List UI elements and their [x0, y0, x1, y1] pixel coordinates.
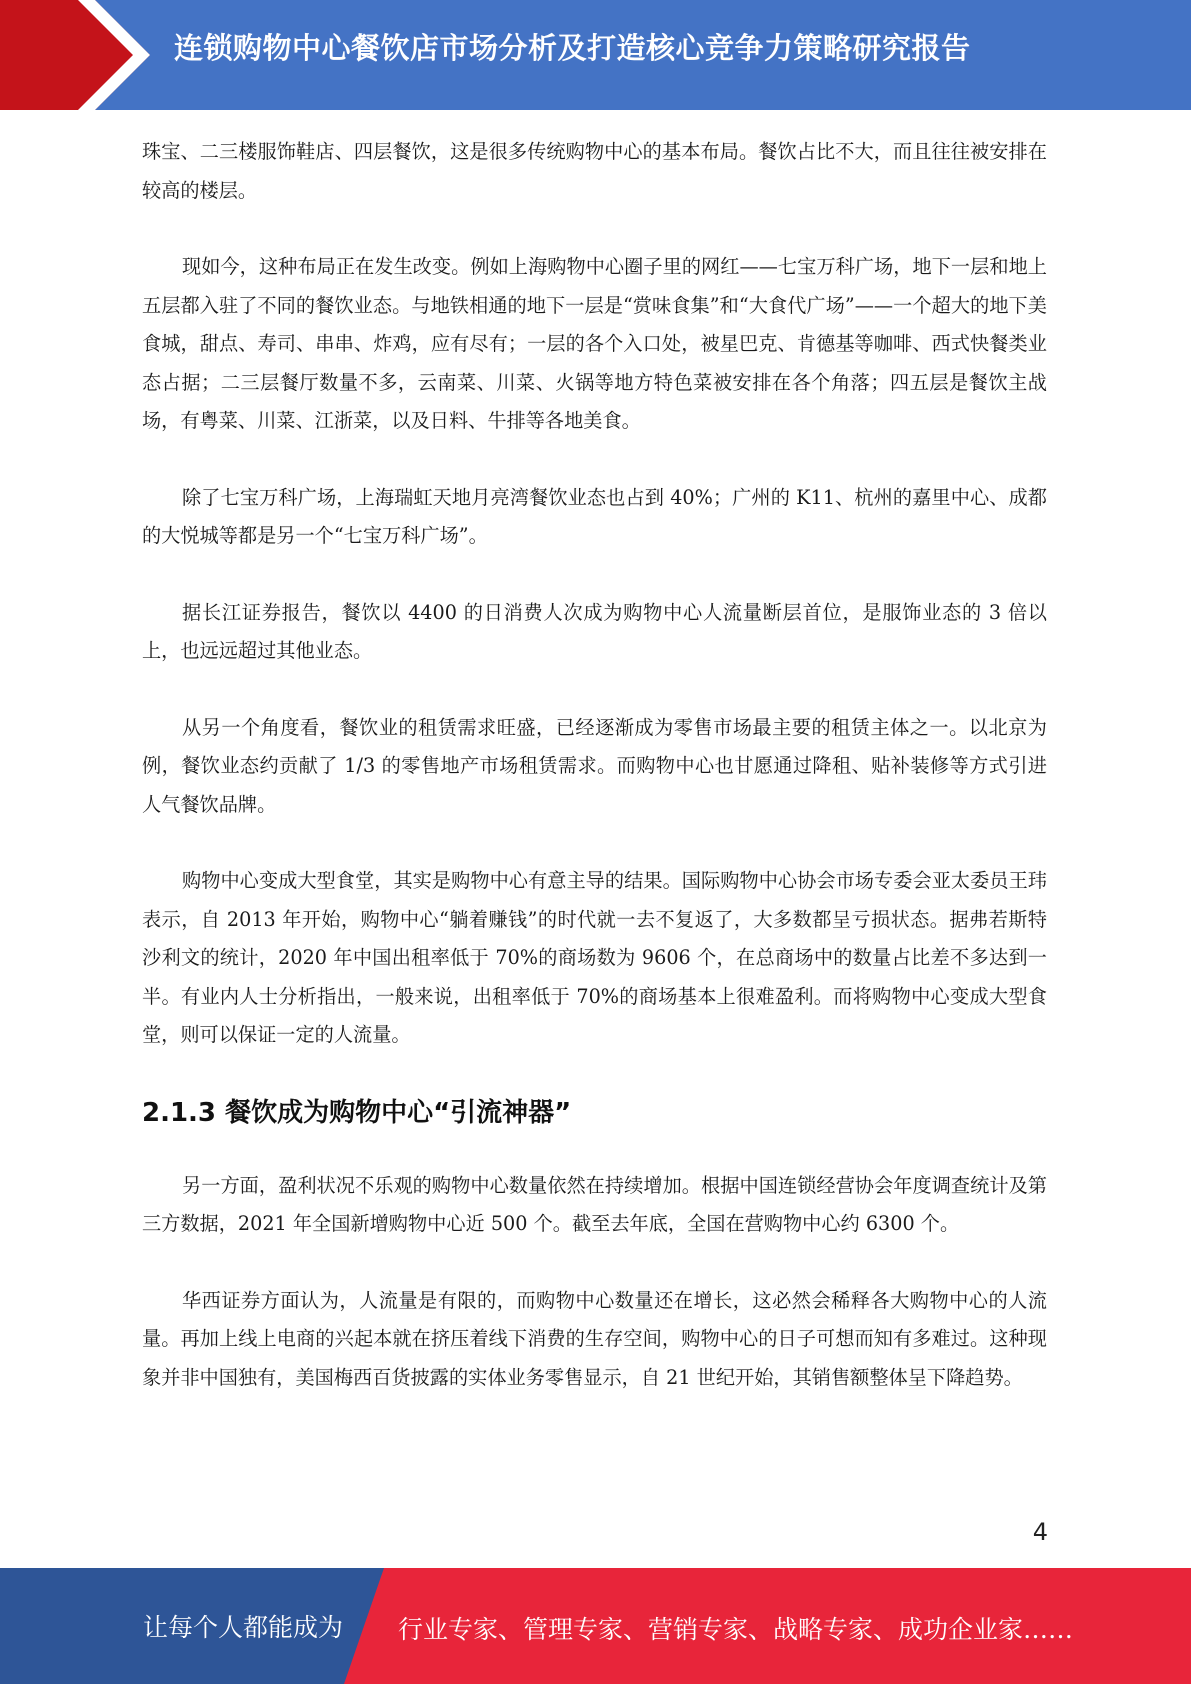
page-number: 4 — [1032, 1518, 1048, 1546]
body-paragraph: 现如今，这种布局正在发生改变。例如上海购物中心圈子里的网红——七宝万科广场，地下一层和地上五层都入驻了不同的餐饮业态。与地铁相通的地下一层是“赏味食集”和“大食代广场”——一个超大的地下美食城，甜点、寿司、串串、炸鸡，应有尽有；一层的各个入口处，被星巴克、肯德基等咖啡、西式快餐类业态占据；二三层餐厅数量不多，云南菜、川菜、火锅等地方特色菜被安排在各个角落；四五层是餐饮主战场，有粤菜、川菜、江浙菜，以及日料、牛排等各地美食。 — [142, 255, 1047, 432]
body-paragraph: 珠宝、二三楼服饰鞋店、四层餐饮，这是很多传统购物中心的基本布局。餐饮占比不大，而且往往被安排在较高的楼层。 — [142, 140, 1047, 202]
page-header — [0, 0, 1191, 110]
footer-slogan-left: 让每个人都能成为 — [143, 1613, 344, 1642]
section-heading: 2.1.3 餐饮成为购物中心“引流神器” — [142, 1097, 572, 1128]
page-footer — [0, 1568, 1191, 1684]
body-paragraph: 据长江证券报告，餐饮以 4400 的日消费人次成为购物中心人流量断层首位，是服饰业态的 3 倍以上，也远远超过其他业态。 — [142, 600, 1047, 662]
body-paragraph: 另一方面，盈利状况不乐观的购物中心数量依然在持续增加。根据中国连锁经营协会年度调查统计及第三方数据，2021 年全国新增购物中心近 500 个。截至去年底，全国在营购物中心约 6300 个。 — [142, 1173, 1047, 1235]
body-paragraph: 购物中心变成大型食堂，其实是购物中心有意主导的结果。国际购物中心协会市场专委会亚太委员王玮表示，自 2013 年开始，购物中心“躺着赚钱”的时代就一去不复返了，大多数都呈亏损状态。据弗若斯特沙利文的统计，2020 年中国出租率低于 70%的商场数为 9606 个，在总商场中的数量占比差不多达到一半。有业内人士分析指出，一般来说，出租率低于 70%的商场基本上很难盈利。而将购物中心变成大型食堂，则可以保证一定的人流量。 — [142, 869, 1047, 1046]
document-body — [142, 133, 1047, 1435]
body-paragraph: 华西证券方面认为，人流量是有限的，而购物中心数量还在增长，这必然会稀释各大购物中心的人流量。再加上线上电商的兴起本就在挤压着线下消费的生存空间，购物中心的日子可想而知有多难过。这种现象并非中国独有，美国梅西百货披露的实体业务零售显示，自 21 世纪开始，其销售额整体呈下降趋势。 — [142, 1288, 1047, 1389]
header-title: 连锁购物中心餐饮店市场分析及打造核心竞争力策略研究报告 — [174, 31, 971, 65]
header-red-arrow — [0, 0, 150, 110]
footer-slogan-right: 行业专家、管理专家、营销专家、战略专家、成功企业家…… — [398, 1615, 1074, 1644]
body-paragraph: 从另一个角度看，餐饮业的租赁需求旺盛，已经逐渐成为零售市场最主要的租赁主体之一。以北京为例，餐饮业态约贡献了 1/3 的零售地产市场租赁需求。而购物中心也甘愿通过降租、贴补装修等方式引进人气餐饮品牌。 — [142, 715, 1047, 816]
body-paragraph: 除了七宝万科广场，上海瑞虹天地月亮湾餐饮业态也占到 40%；广州的 K11、杭州的嘉里中心、成都的大悦城等都是另一个“七宝万科广场”。 — [142, 485, 1047, 547]
